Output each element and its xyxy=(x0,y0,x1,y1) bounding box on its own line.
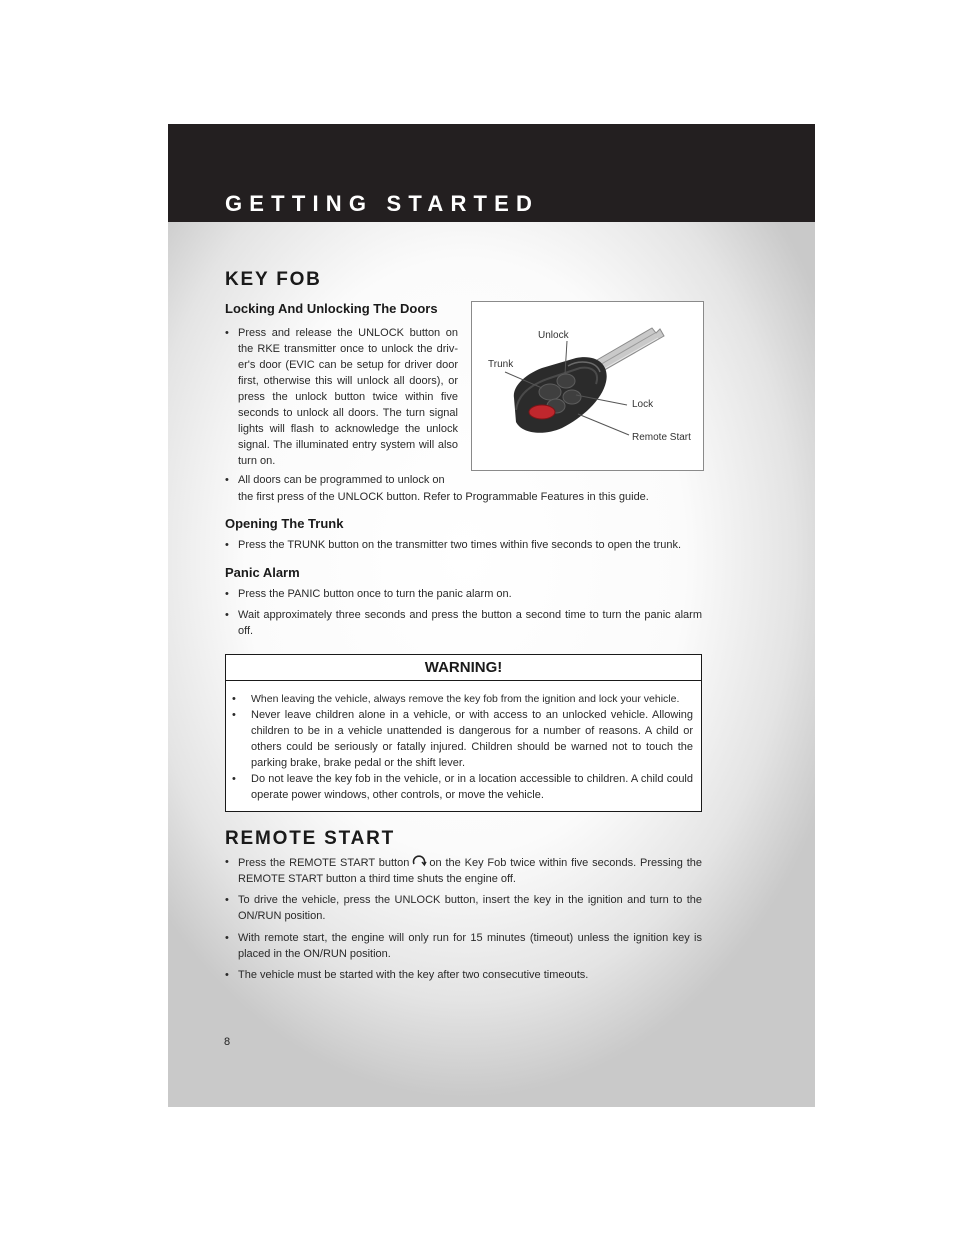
trunk-bullet-1: • Press the TRUNK button on the transmitter two times within five seconds to open the trunk. xyxy=(225,539,682,551)
remote-start-label: Remote Start xyxy=(632,432,691,443)
locking-bullet-2: • All doors can be programmed to unlock on xyxy=(225,474,445,486)
section-header-bar xyxy=(168,124,815,222)
warning-box xyxy=(225,654,702,812)
section-title: GETTING STARTED xyxy=(225,191,540,216)
trunk-subheading: Opening The Trunk xyxy=(225,516,344,531)
key-fob-illustration xyxy=(472,302,703,470)
remote-start-bullet-1: • Press the REMOTE START button on the Key Fob twice within five seconds. Pressing the REMOTE START button a third time shuts the engine off. xyxy=(225,856,702,885)
locking-bullet-1: • Press and release the UNLOCK button on the RKE transmitter once to unlock the driv-er's door (EVIC can be setup for driver door first, otherwise this will unlock all doors), or press the unlock button twice within five seconds to unlock all doors. The turn signal lights will flash to acknowledge the unlock signal. The illuminated entry system will also turn on. xyxy=(225,327,458,467)
lock-label: Lock xyxy=(632,399,654,410)
key-fob-figure xyxy=(471,301,704,471)
remote-start-icon xyxy=(411,854,427,868)
warning-title: WARNING! xyxy=(424,659,503,676)
panic-bullet-2: • Wait approximately three seconds and press the button a second time to turn the panic alarm off. xyxy=(225,609,702,637)
warning-bullet-2: • Never leave children alone in a vehicle, or with access to an unlocked vehicle. Allowing children to be in a vehicle unattended is dangerous for a number of reasons. A child or others could be seriously or fatally injured. Children should be warned not to touch the parking brake, brake pedal or the shift lever. xyxy=(232,709,693,769)
manual-page xyxy=(168,124,815,1107)
locking-bullet-2-continued: the first press of the UNLOCK button. Refer to Programmable Features in this guide. xyxy=(238,491,649,503)
warning-header xyxy=(226,655,701,681)
remote-start-bullet-4: • The vehicle must be started with the key after two consecutive timeouts. xyxy=(225,969,589,981)
remote-start-bullet-3: • With remote start, the engine will only run for 15 minutes (timeout) unless the ignition key is placed in the ON/RUN position. xyxy=(225,932,702,960)
panic-bullet-1: • Press the PANIC button once to turn the panic alarm on. xyxy=(225,588,512,600)
page-number: 8 xyxy=(224,1036,231,1048)
locking-subheading: Locking And Unlocking The Doors xyxy=(225,301,438,316)
unlock-label: Unlock xyxy=(538,330,569,341)
key-fob-heading: KEY FOB xyxy=(225,269,322,290)
panic-subheading: Panic Alarm xyxy=(225,565,300,580)
warning-bullet-1: • When leaving the vehicle, always remove the key fob from the ignition and lock your vehicle. xyxy=(232,693,680,705)
trunk-label: Trunk xyxy=(488,359,514,370)
remote-start-heading: REMOTE START xyxy=(225,828,396,849)
warning-bullet-3: • Do not leave the key fob in the vehicle, or in a location accessible to children. A child could operate power windows, other controls, or move the vehicle. xyxy=(232,773,693,801)
remote-start-bullet-2: • To drive the vehicle, press the UNLOCK button, insert the key in the ignition and turn to the ON/RUN position. xyxy=(225,894,702,922)
